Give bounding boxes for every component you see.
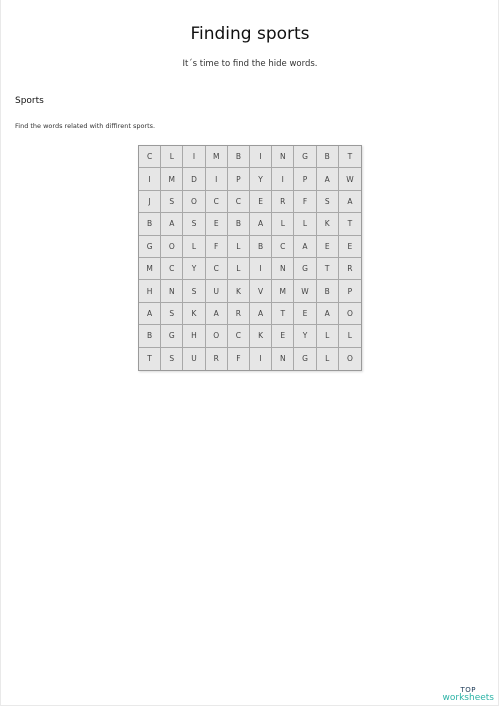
grid-cell[interactable]: C	[228, 191, 250, 213]
grid-cell[interactable]: L	[339, 325, 361, 347]
grid-cell[interactable]: T	[272, 303, 294, 325]
word-search-grid	[138, 145, 362, 371]
grid-cell[interactable]: O	[346, 354, 353, 364]
grid-cell[interactable]: L	[228, 258, 250, 280]
grid-cell[interactable]: A	[317, 168, 339, 190]
grid-cell[interactable]: B	[317, 280, 339, 302]
grid-cell[interactable]: R	[339, 258, 361, 280]
grid-cell[interactable]: P	[339, 280, 361, 302]
grid-cell[interactable]: B	[250, 236, 272, 258]
grid-cell[interactable]: I	[183, 146, 205, 168]
grid-cell[interactable]: U	[206, 280, 228, 302]
grid-cell[interactable]: O	[206, 325, 228, 347]
grid-cell[interactable]: B	[228, 213, 250, 235]
grid-cell[interactable]: V	[250, 280, 272, 302]
grid-cell[interactable]: C	[161, 258, 183, 280]
grid-cell[interactable]: M	[272, 280, 294, 302]
grid-cell[interactable]: B	[139, 213, 161, 235]
grid-cell[interactable]: T	[339, 213, 361, 235]
grid-cell[interactable]: Y	[183, 258, 205, 280]
grid-cell[interactable]: C	[272, 236, 294, 258]
grid-cell[interactable]: H	[139, 280, 161, 302]
grid-cell[interactable]: P	[228, 168, 250, 190]
grid-cell[interactable]: O	[183, 191, 205, 213]
grid-cell[interactable]: A	[317, 303, 339, 325]
grid-cell[interactable]: R	[228, 303, 250, 325]
grid-cell[interactable]: N	[272, 258, 294, 280]
grid-cell[interactable]: E	[294, 303, 316, 325]
grid-cell[interactable]: R	[272, 191, 294, 213]
grid-cell[interactable]: C	[139, 146, 161, 168]
grid-cell[interactable]: E	[339, 236, 361, 258]
brand-logo-bottom: worksheets	[442, 693, 494, 703]
grid-cell[interactable]: L	[183, 236, 205, 258]
grid-cell[interactable]: S	[183, 213, 205, 235]
grid-cell[interactable]: A	[250, 303, 272, 325]
grid-cell[interactable]: A	[206, 303, 228, 325]
grid-cell[interactable]: U	[183, 348, 205, 370]
grid-cell[interactable]: I	[272, 168, 294, 190]
grid-cell[interactable]: C	[206, 191, 228, 213]
grid-cell[interactable]: F	[206, 236, 228, 258]
grid-cell[interactable]: G	[139, 236, 161, 258]
grid-cell[interactable]: E	[317, 236, 339, 258]
grid-cell[interactable]: S	[317, 191, 339, 213]
page-title: Finding sports	[190, 24, 310, 44]
grid-cell[interactable]: N	[161, 280, 183, 302]
grid-cell[interactable]: I	[206, 168, 228, 190]
grid-cell[interactable]: L	[317, 348, 339, 370]
grid-cell[interactable]: I	[250, 146, 272, 168]
grid-cell[interactable]: K	[317, 213, 339, 235]
grid-cell[interactable]: A	[339, 191, 361, 213]
grid-cell[interactable]: M	[139, 258, 161, 280]
grid-cell[interactable]: C	[228, 325, 250, 347]
grid-cell[interactable]: M	[161, 168, 183, 190]
grid-cell[interactable]: L	[317, 325, 339, 347]
brand-logo-top: TOP	[460, 686, 477, 694]
grid-cell[interactable]: L	[161, 146, 183, 168]
grid-cell[interactable]: A	[161, 213, 183, 235]
grid-cell[interactable]: O	[339, 303, 361, 325]
grid-cell[interactable]: S	[161, 348, 183, 370]
grid-cell[interactable]: E	[272, 325, 294, 347]
grid-cell[interactable]: I	[250, 348, 272, 370]
grid-cell[interactable]: L	[294, 213, 316, 235]
grid-cell[interactable]: Y	[250, 168, 272, 190]
grid-cell[interactable]: K	[183, 303, 205, 325]
grid-cell[interactable]: C	[206, 258, 228, 280]
grid-cell[interactable]: L	[272, 213, 294, 235]
grid-cell[interactable]: T	[317, 258, 339, 280]
grid-cell[interactable]: I	[250, 258, 272, 280]
grid-cell[interactable]: G	[161, 325, 183, 347]
grid-cell[interactable]: A	[294, 236, 316, 258]
grid-cell[interactable]: B	[228, 146, 250, 168]
grid-cell[interactable]: E	[250, 191, 272, 213]
instructions-text: Find the words related with diffirent sports.	[15, 122, 156, 130]
grid-cell[interactable]: W	[339, 168, 361, 190]
grid-cell[interactable]: J	[139, 191, 161, 213]
grid-cell[interactable]: K	[250, 325, 272, 347]
grid-cell[interactable]: Y	[294, 325, 316, 347]
grid-cell[interactable]: G	[294, 258, 316, 280]
grid-cell[interactable]: B	[139, 325, 161, 347]
grid-cell[interactable]: S	[183, 280, 205, 302]
grid-cell[interactable]: B	[317, 146, 339, 168]
grid-cell[interactable]: F	[228, 348, 250, 370]
grid-cell[interactable]: O	[161, 236, 183, 258]
grid-cell[interactable]: K	[228, 280, 250, 302]
brand-logo	[443, 687, 494, 703]
grid-cell[interactable]: I	[139, 168, 161, 190]
grid-cell[interactable]: S	[161, 303, 183, 325]
grid-cell[interactable]: E	[206, 213, 228, 235]
grid-cell[interactable]: A	[250, 213, 272, 235]
section-title: Sports	[15, 96, 44, 106]
grid-cell[interactable]: P	[294, 168, 316, 190]
grid-cell[interactable]: H	[183, 325, 205, 347]
grid-cell[interactable]: A	[139, 303, 161, 325]
grid-cell[interactable]: L	[228, 236, 250, 258]
grid-cell[interactable]: S	[161, 191, 183, 213]
grid-cell[interactable]: W	[294, 280, 316, 302]
grid-cell[interactable]: N	[272, 146, 294, 168]
grid-cell[interactable]: G	[294, 146, 316, 168]
grid-cell[interactable]: R	[206, 348, 228, 370]
grid-cell[interactable]: F	[294, 191, 316, 213]
page-subtitle: It´s time to find the hide words.	[182, 59, 318, 69]
grid-cell[interactable]: T	[339, 146, 361, 168]
grid-cell[interactable]: T	[139, 348, 161, 370]
grid-cell[interactable]: N	[272, 348, 294, 370]
grid-cell[interactable]: M	[206, 146, 228, 168]
grid-cell[interactable]: G	[294, 348, 316, 370]
grid-cell[interactable]: D	[183, 168, 205, 190]
